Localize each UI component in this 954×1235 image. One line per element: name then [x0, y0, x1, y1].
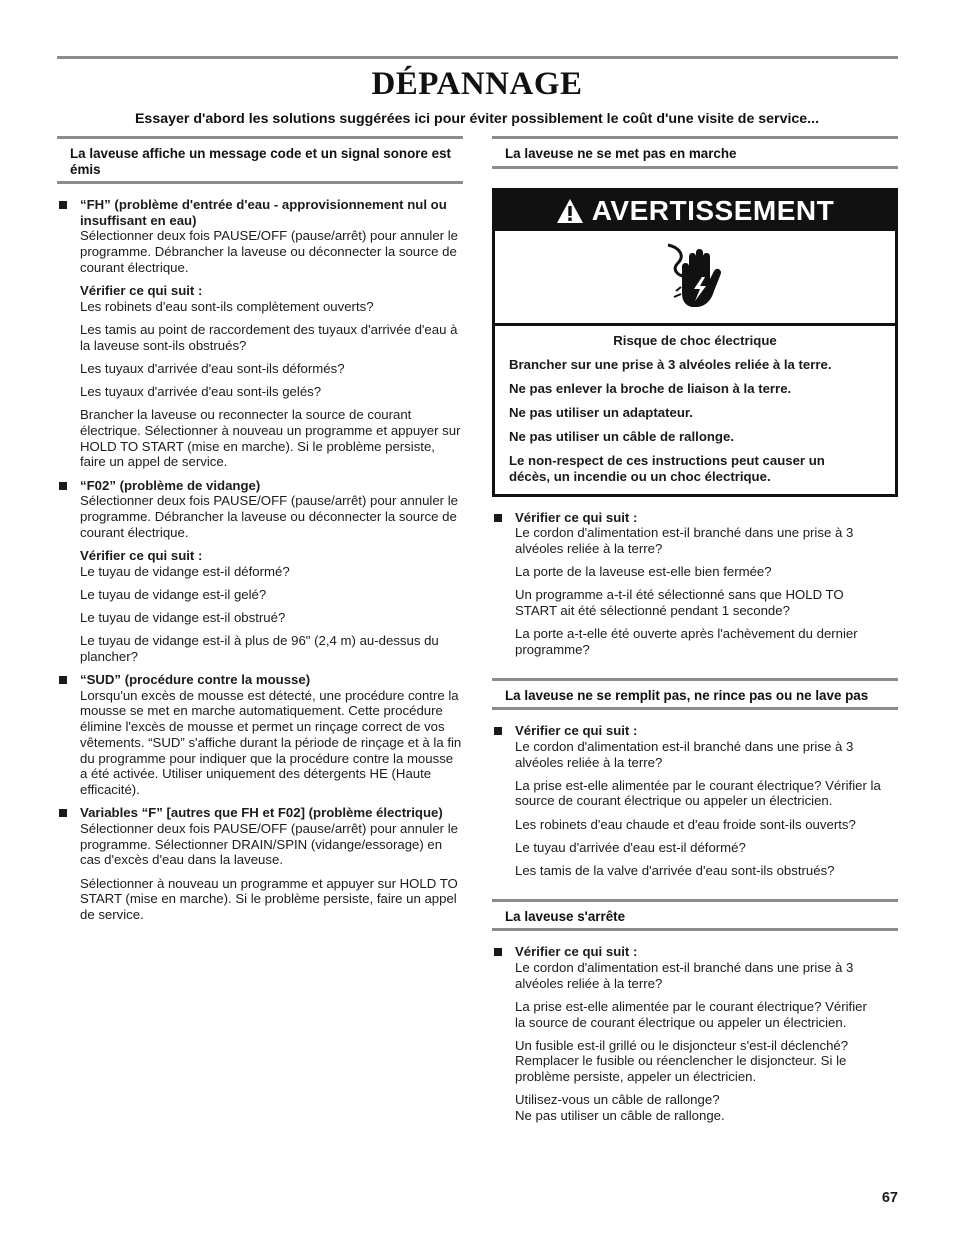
- check-text: Le tuyau de vidange est-il obstrué?: [80, 609, 286, 625]
- item-title: “FH” (problème d'entrée d'eau - approvisionnement nul ou insuffisant en eau): [80, 197, 447, 228]
- warning-line: Ne pas utiliser un câble de rallonge.: [509, 428, 734, 444]
- item-description: Sélectionner deux fois PAUSE/OFF (pause/arrêt) pour annuler le programme. Débrancher la laveuse ou déconnecter la source de courant électrique.: [80, 493, 458, 540]
- check-text: Les tamis au point de raccordement des tuyaux d'arrivée d'eau à la laveuse sont-ils obstrués?: [80, 321, 458, 353]
- bullet-square-icon: [494, 948, 502, 956]
- check-text: La prise est-elle alimentée par le courant électrique? Vérifier la source de courant électrique ou appeler un électricien.: [515, 998, 867, 1030]
- check-text: La porte de la laveuse est-elle bien fermée?: [515, 564, 772, 580]
- check-text: La prise est-elle alimentée par le courant électrique? Vérifier la source de courant électrique ou appeler un électricien.: [515, 777, 881, 809]
- action-text: Sélectionner à nouveau un programme et appuyer sur HOLD TO START (mise en marche). Si le problème persiste, faire un appel de service.: [80, 875, 458, 922]
- check-text: Les robinets d'eau chaude et d'eau froide sont-ils ouverts?: [515, 816, 856, 832]
- bullet-square-icon: [59, 809, 67, 817]
- warning-header: [495, 191, 895, 231]
- warning-line: Ne pas enlever la broche de liaison à la terre.: [509, 380, 792, 396]
- check-label: Vérifier ce qui suit :: [515, 944, 638, 960]
- check-text: Le cordon d'alimentation est-il branché dans une prise à 3 alvéoles reliée à la terre?: [515, 525, 854, 556]
- check-text: Le tuyau d'arrivée d'eau est-il déformé?: [515, 839, 746, 855]
- right-column: [492, 136, 898, 1124]
- check-label: Vérifier ce qui suit :: [80, 283, 203, 299]
- bullet-square-icon: [59, 201, 67, 209]
- warning-risk: Risque de choc électrique: [613, 332, 777, 348]
- section-heading-error-codes: La laveuse affiche un message code et un signal sonore est émis: [57, 136, 463, 184]
- item-title: Variables “F” [autres que FH et F02] (problème électrique): [80, 805, 443, 821]
- check-text: Utilisez-vous un câble de rallonge?: [515, 1092, 720, 1108]
- item-description: Sélectionner deux fois PAUSE/OFF (pause/arrêt) pour annuler le programme. Sélectionner DRAIN/SPIN (vidange/essorage) en cas d'excès d'eau dans la laveuse.: [80, 820, 458, 868]
- section-heading-no-fill: La laveuse ne se remplit pas, ne rince pas ou ne lave pas: [492, 678, 898, 711]
- list-item-f02: [57, 478, 463, 665]
- list-item-no-start: [492, 510, 898, 658]
- check-text: Les tuyaux d'arrivée d'eau sont-ils gelés?: [80, 384, 322, 400]
- check-text: Le cordon d'alimentation est-il branché dans une prise à 3 alvéoles reliée à la terre?: [515, 738, 854, 770]
- intro-text: Essayer d'abord les solutions suggérées ici pour éviter possiblement le coût d'une visite de service...: [134, 111, 820, 127]
- action-text: Brancher la laveuse ou reconnecter la source de courant électrique. Sélectionner à nouveau un programme et appuyer sur HOLD TO START (mise en marche). Si le problème persiste, faire un appel de service.: [80, 407, 461, 470]
- list-item-fh: [57, 197, 463, 470]
- page-title: DÉPANNAGE: [371, 66, 583, 102]
- warning-line: Brancher sur une prise à 3 alvéoles reliée à la terre.: [509, 356, 832, 372]
- warning-title: AVERTISSEMENT: [591, 194, 835, 226]
- check-text: Les tuyaux d'arrivée d'eau sont-ils déformés?: [80, 360, 345, 376]
- check-text: Les tamis de la valve d'arrivée d'eau sont-ils obstrués?: [515, 863, 835, 879]
- check-text: Le tuyau de vidange est-il gelé?: [80, 586, 267, 602]
- warning-line: Le non-respect de ces instructions peut causer un décès, un incendie ou un choc électrique.: [509, 452, 825, 484]
- list-item-no-fill: [492, 723, 898, 879]
- top-rule: [57, 56, 898, 59]
- check-label: Vérifier ce qui suit :: [515, 723, 638, 739]
- check-label: Vérifier ce qui suit :: [515, 509, 638, 525]
- list-item-sud: [57, 672, 463, 798]
- item-description: Sélectionner deux fois PAUSE/OFF (pause/arrêt) pour annuler le programme. Débrancher la laveuse ou déconnecter la source de courant électrique.: [80, 228, 458, 275]
- section-heading-no-start: La laveuse ne se met pas en marche: [492, 136, 898, 169]
- bullet-square-icon: [59, 482, 67, 490]
- electric-shock-hand-icon: [662, 241, 728, 313]
- left-column: [57, 136, 463, 923]
- check-text: Ne pas utiliser un câble de rallonge.: [515, 1108, 725, 1124]
- check-text: Les robinets d'eau sont-ils complètement ouverts?: [80, 298, 374, 314]
- check-text: Un fusible est-il grillé ou le disjoncteur s'est-il déclenché? Remplacer le fusible ou réenclencher le disjoncteur. Si le problème persiste, appeler un électricien.: [515, 1037, 849, 1085]
- check-text: Un programme a-t-il été sélectionné sans que HOLD TO START ait été sélectionné pendant 1 seconde?: [515, 587, 844, 619]
- page-number: 67: [881, 1190, 898, 1206]
- check-text: Le tuyau de vidange est-il à plus de 96" (2,4 m) au-dessus du plancher?: [80, 633, 439, 664]
- bullet-square-icon: [494, 514, 502, 522]
- check-label: Vérifier ce qui suit :: [80, 547, 203, 563]
- warning-image-area: [495, 231, 895, 326]
- bullet-square-icon: [494, 727, 502, 735]
- list-item-stops: [492, 944, 898, 1124]
- check-text: Le tuyau de vidange est-il déformé?: [80, 563, 290, 579]
- item-title: “F02” (problème de vidange): [80, 477, 261, 493]
- warning-triangle-icon: [556, 198, 584, 224]
- list-item-f-variables: [57, 805, 463, 922]
- warning-line: Ne pas utiliser un adaptateur.: [509, 404, 693, 420]
- warning-body: [495, 326, 895, 494]
- item-description: Lorsqu'un excès de mousse est détecté, une procédure contre la mousse se met en marche automatiquement. Cette procédure élimine l'excès de mousse et permet un rinçage correct de vos vêtements. “SUD” s'affiche durant la période de rinçage et à la fin du programme pour indiquer que la procédure contre la mousse a été activée. Utiliser uniquement des détergents HE (Haute efficacité).: [80, 687, 462, 797]
- item-title: “SUD” (procédure contre la mousse): [80, 672, 311, 688]
- bullet-square-icon: [59, 676, 67, 684]
- check-text: La porte a-t-elle été ouverte après l'achèvement du dernier programme?: [515, 626, 858, 657]
- check-text: Le cordon d'alimentation est-il branché dans une prise à 3 alvéoles reliée à la terre?: [515, 959, 854, 991]
- warning-box: [492, 188, 898, 497]
- section-heading-stops: La laveuse s'arrête: [492, 899, 898, 932]
